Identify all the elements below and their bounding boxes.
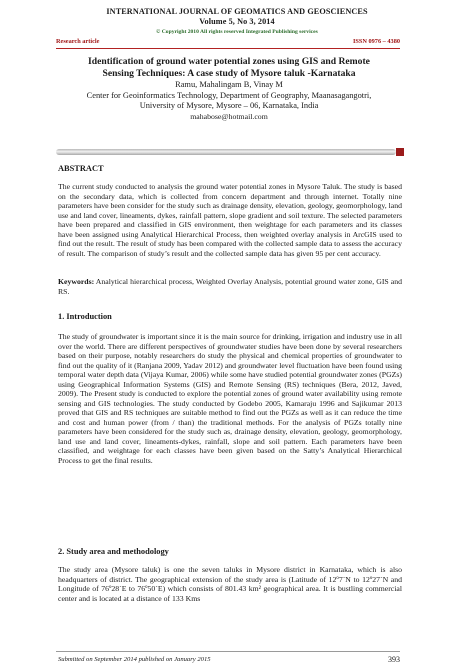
section-1-heading: 1. Introduction	[58, 312, 112, 321]
author-affiliation-2: University of Mysore, Mysore – 06, Karnataka, India	[139, 101, 319, 110]
keywords-text: Analytical hierarchical process, Weighted Overlay Analysis, potential ground water zone, GIS and RS.	[58, 277, 402, 296]
author-affiliation-1: Center for Geoinformatics Technology, Department of Geography, Maanasagangotri,	[86, 90, 372, 100]
paper-title-line-1: Identification of ground water potential zones using GIS and Remote	[88, 56, 370, 67]
paper-title-line-2: Sensing Techniques: A case study of Mysore taluk -Karnataka	[102, 67, 356, 79]
author-block	[58, 80, 400, 122]
article-meta-row	[56, 38, 400, 45]
header-divider	[56, 48, 400, 49]
article-type: Research article	[56, 38, 100, 45]
author-email[interactable]: mahabose@hotmail.com	[190, 111, 268, 121]
issn: ISSN 0976 – 4380	[352, 38, 400, 45]
journal-volume: Volume 5, No 3, 2014	[199, 17, 275, 26]
abstract-text: The current study conducted to analysis the ground water potential zones in Mysore Taluk. The study is based on the secondary data, which is collected from concern department and through internet. Totally nine parameters have been consider for the study such as drainage density, elevation, geology, geomorphology, land use and land cover, lineaments, dykes, rainfall pattern, slope gradient and soil texture. The selected parameters have been prepared and classified in GIS environment, then weightage for each parameters and its classes have been assigned using Analytical Hierarchical Process, then weighted overlay analysis in ArcGIS used to find out the result. The result of study has been compared with the collected sample data to assess the accuracy of result. The comparison of study’s result and the collected sample data has given 95 per cent accuracy.	[58, 182, 402, 258]
section-2-heading: 2. Study area and methodology	[58, 547, 169, 556]
author-names: Ramu, Mahalingam B, Vinay M	[175, 80, 283, 89]
decorative-divider-bar	[56, 149, 396, 155]
page-number: 393	[388, 655, 400, 664]
abstract-heading: ABSTRACT	[58, 164, 104, 173]
section-1-text: The study of groundwater is important since it is the main source for drinking, irrigation and industry use in all over the world. There are different perspectives of groundwater studies have been done by several researchers based on their purpose, notably researchers do study the physical and chemical properties of groundwater to find out the quality of it (Ranjana 2009, Yadav 2012) and groundwater level fluctuation have been found using temporal water depth data (Vijaya Kumar, 2006) while some have studied potential groundwater zones (PGZs) using Geographical Information Systems (GIS) and Remote Sensing (RS) techniques (Bera, 2012, Javed, 2009). The Present study is conducted to explore the potential zones of ground water availability using remote sensing and GIS technologies. The study conducted by Godebo 2005, Kamaraju 1996 and Sajikumar 2013 proved that GIS and RS techniques are suitable method to find out the PGZs as well as it can reduce the time and cost and human power (from / than) the traditional methods. For the analysis of PGZs totally nine parameters have been considered for the study such as, drainage density, elevation, geology, geomorphology, land use and land cover, lineaments-dykes, rainfall, slope and soil pattern. Each parameters have been classified, and weightage for each classes have been given based on the Satty’s Analytical Hierarchical Process to get the final results.	[58, 332, 402, 465]
copyright-notice: © Copyright 2010 All rights reserved Integrated Publishing services	[156, 29, 318, 35]
keywords	[58, 277, 402, 296]
footer-divider	[56, 651, 400, 652]
journal-name: INTERNATIONAL JOURNAL OF GEOMATICS AND GEOSCIENCES	[106, 7, 368, 16]
keywords-label: Keywords:	[58, 277, 95, 286]
submission-note: Submitted on September 2014 published on January 2015	[58, 656, 211, 663]
paper-title	[58, 56, 400, 79]
section-2-text: The study area (Mysore taluk) is one the seven taluks in Mysore district in Karnataka, which is also headquarters of district. The geographical extension of the study area is (Latitude of 12º7´N to 12º27´N and Longitude of 76º28´E to 76º50´E) which consists of 801.43 km² geographical area. It is bustling commercial center and is located at a distance of 133 Kms	[58, 565, 402, 603]
decorative-divider-end	[396, 148, 404, 156]
